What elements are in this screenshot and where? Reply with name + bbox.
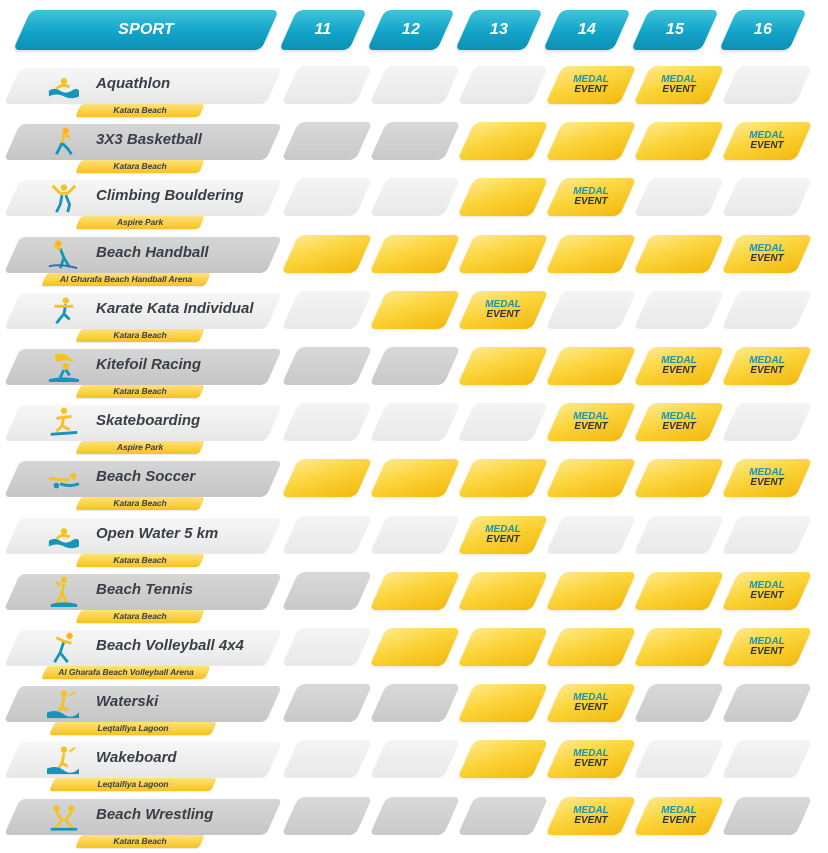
day-header-15: [631, 10, 719, 50]
schedule-cell-empty: [722, 516, 813, 554]
medal-event-label: [730, 468, 804, 488]
medal-label: MEDAL: [749, 636, 785, 647]
open-water-icon: [46, 520, 80, 552]
beach-tennis-icon: [46, 576, 80, 608]
event-label: EVENT: [574, 758, 608, 769]
medal-event-label: [466, 300, 540, 320]
schedule-cell-event: [546, 572, 637, 610]
medal-event-label: [642, 356, 716, 376]
swimming-icon: [46, 70, 80, 102]
schedule-cell-event: [370, 235, 461, 273]
schedule-cell-medal-event: [722, 459, 813, 497]
schedule-cell-empty: [546, 516, 637, 554]
medal-label: MEDAL: [749, 467, 785, 478]
event-label: EVENT: [574, 421, 608, 432]
schedule-cell-event: [370, 572, 461, 610]
schedule-cell-medal-event: [458, 516, 549, 554]
schedule-cell-medal-event: [634, 66, 725, 104]
sport-name: Climbing Bouldering: [96, 187, 244, 204]
sport-column-header: [13, 10, 279, 50]
day-header-label: 14: [577, 21, 597, 38]
day-header-13: [455, 10, 543, 50]
schedule-cell-empty: [282, 403, 373, 441]
sport-row: [0, 66, 280, 120]
sport-row: [0, 459, 280, 513]
venue-label: [75, 104, 205, 117]
event-label: EVENT: [750, 646, 784, 657]
medal-event-label: [730, 244, 804, 264]
venue-name: Katara Beach: [113, 386, 167, 396]
schedule-cell-empty: [282, 347, 373, 385]
sport-column-label: SPORT: [118, 21, 174, 38]
schedule-cell-event: [282, 459, 373, 497]
venue-name: Katara Beach: [113, 836, 167, 846]
venue-label: [49, 722, 217, 735]
day-header-16: [719, 10, 807, 50]
schedule-cell-empty: [634, 516, 725, 554]
medal-label: MEDAL: [749, 243, 785, 254]
schedule-cell-event: [282, 235, 373, 273]
sport-name: Beach Soccer: [96, 468, 196, 485]
beach-soccer-icon: [46, 463, 80, 495]
sport-name: Aquathlon: [96, 75, 171, 92]
schedule-cell-medal-event: [546, 178, 637, 216]
basketball-icon: [46, 126, 80, 158]
schedule-cell-event: [370, 291, 461, 329]
schedule-cell-medal-event: [546, 797, 637, 835]
wakeboard-icon: [46, 744, 80, 776]
event-label: EVENT: [662, 815, 696, 826]
schedule-cell-empty: [370, 66, 461, 104]
medal-label: MEDAL: [573, 748, 609, 759]
day-header-label: 12: [401, 21, 421, 38]
medal-event-label: [554, 187, 628, 207]
schedule-cell-empty: [282, 122, 373, 160]
medal-event-label: [730, 637, 804, 657]
schedule-cell-empty: [370, 178, 461, 216]
schedule-cell-empty: [282, 628, 373, 666]
schedule-cell-empty: [458, 797, 549, 835]
sport-name: Karate Kata Individual: [96, 300, 254, 317]
schedule-cell-medal-event: [458, 291, 549, 329]
sport-row: [0, 740, 280, 794]
medal-label: MEDAL: [485, 299, 521, 310]
medal-event-label: [554, 806, 628, 826]
venue-name: Katara Beach: [113, 555, 167, 565]
schedule-cell-empty: [634, 178, 725, 216]
venue-label: [75, 497, 205, 510]
venue-name: Leqtaifiya Lagoon: [97, 779, 169, 789]
medal-event-label: [730, 581, 804, 601]
venue-name: Aspire Park: [116, 442, 164, 452]
schedule-cell-medal-event: [546, 684, 637, 722]
schedule-cell-empty: [282, 684, 373, 722]
schedule-cell-empty: [370, 740, 461, 778]
schedule-cell-empty: [370, 516, 461, 554]
schedule-cell-empty: [282, 516, 373, 554]
medal-event-label: [466, 525, 540, 545]
medal-event-label: [642, 806, 716, 826]
event-label: EVENT: [574, 196, 608, 207]
schedule-cell-event: [458, 684, 549, 722]
sport-row: [0, 628, 280, 682]
venue-name: Leqtaifiya Lagoon: [97, 723, 169, 733]
sport-name: Open Water 5 km: [96, 525, 219, 542]
medal-event-label: [554, 749, 628, 769]
venue-label: [75, 610, 205, 623]
sport-row: [0, 347, 280, 401]
sport-row: [0, 291, 280, 345]
sport-row: [0, 797, 280, 851]
schedule-cell-event: [634, 459, 725, 497]
schedule-cell-event: [458, 628, 549, 666]
schedule-cell-medal-event: [634, 347, 725, 385]
medal-label: MEDAL: [485, 524, 521, 535]
venue-label: [75, 385, 205, 398]
schedule-cell-event: [634, 235, 725, 273]
schedule-cell-event: [458, 235, 549, 273]
schedule-cell-empty: [722, 178, 813, 216]
sport-name: Beach Handball: [96, 244, 209, 261]
climbing-icon: [46, 182, 80, 214]
event-label: EVENT: [750, 477, 784, 488]
schedule-cell-event: [458, 178, 549, 216]
venue-name: Katara Beach: [113, 611, 167, 621]
schedule-cell-empty: [722, 66, 813, 104]
karate-icon: [46, 295, 80, 327]
schedule-cell-empty: [722, 684, 813, 722]
schedule-cell-event: [458, 572, 549, 610]
schedule-cell-event: [546, 122, 637, 160]
event-label: EVENT: [486, 534, 520, 545]
schedule-cell-empty: [634, 684, 725, 722]
schedule-cell-medal-event: [546, 66, 637, 104]
medal-label: MEDAL: [573, 411, 609, 422]
sport-name: Waterski: [96, 693, 159, 710]
schedule-cell-medal-event: [634, 797, 725, 835]
schedule-cell-empty: [634, 291, 725, 329]
medal-label: MEDAL: [661, 74, 697, 85]
schedule-cell-empty: [370, 684, 461, 722]
sport-name: Skateboarding: [96, 412, 201, 429]
venue-label: [75, 441, 205, 454]
schedule-cell-empty: [370, 797, 461, 835]
day-header-label: 11: [314, 21, 332, 38]
schedule-cell-empty: [546, 291, 637, 329]
sport-name: Wakeboard: [96, 749, 177, 766]
schedule-cell-medal-event: [546, 740, 637, 778]
day-header-label: 16: [753, 21, 773, 38]
schedule-cell-event: [634, 572, 725, 610]
venue-name: Al Gharafa Beach Handball Arena: [59, 274, 193, 284]
schedule-cell-medal-event: [722, 235, 813, 273]
schedule-cell-event: [546, 347, 637, 385]
day-header-12: [367, 10, 455, 50]
schedule-cell-event: [458, 122, 549, 160]
medal-event-label: [730, 131, 804, 151]
venue-label: [49, 778, 217, 791]
event-label: EVENT: [662, 421, 696, 432]
venue-label: [75, 160, 205, 173]
schedule-cell-event: [458, 740, 549, 778]
medal-label: MEDAL: [573, 805, 609, 816]
sport-name: Kitefoil Racing: [96, 356, 202, 373]
schedule-cell-event: [634, 122, 725, 160]
medal-event-label: [642, 412, 716, 432]
medal-event-label: [554, 75, 628, 95]
venue-name: Katara Beach: [113, 330, 167, 340]
medal-label: MEDAL: [573, 186, 609, 197]
schedule-cell-empty: [722, 403, 813, 441]
medal-label: MEDAL: [573, 692, 609, 703]
sport-row: [0, 684, 280, 738]
venue-label: [75, 835, 205, 848]
medal-label: MEDAL: [573, 74, 609, 85]
venue-name: Katara Beach: [113, 498, 167, 508]
venue-label: [75, 216, 205, 229]
sport-name: Beach Volleyball 4x4: [96, 637, 244, 654]
schedule-cell-event: [458, 347, 549, 385]
schedule-cell-event: [458, 459, 549, 497]
schedule-cell-event: [546, 628, 637, 666]
venue-name: Katara Beach: [113, 105, 167, 115]
event-label: EVENT: [750, 590, 784, 601]
schedule-cell-empty: [458, 403, 549, 441]
medal-label: MEDAL: [661, 355, 697, 366]
sport-name: Beach Tennis: [96, 581, 193, 598]
sport-name: Beach Wrestling: [96, 806, 214, 823]
schedule-cell-empty: [282, 740, 373, 778]
medal-label: MEDAL: [749, 130, 785, 141]
schedule-cell-empty: [370, 122, 461, 160]
schedule-cell-event: [370, 628, 461, 666]
schedule-cell-medal-event: [722, 347, 813, 385]
schedule-cell-empty: [282, 66, 373, 104]
event-label: EVENT: [750, 365, 784, 376]
schedule-cell-medal-event: [546, 403, 637, 441]
venue-name: Al Gharafa Beach Volleyball Arena: [58, 667, 194, 677]
medal-event-label: [730, 356, 804, 376]
medal-label: MEDAL: [661, 411, 697, 422]
schedule-cell-empty: [282, 797, 373, 835]
kitefoil-icon: [46, 351, 80, 383]
sport-name: 3X3 Basketball: [96, 131, 202, 148]
sport-row: [0, 572, 280, 626]
medal-label: MEDAL: [749, 355, 785, 366]
schedule-cell-empty: [282, 572, 373, 610]
schedule-cell-event: [546, 459, 637, 497]
schedule-cell-empty: [634, 740, 725, 778]
schedule-cell-medal-event: [634, 403, 725, 441]
schedule-cell-empty: [722, 797, 813, 835]
medal-event-label: [554, 412, 628, 432]
schedule-cell-medal-event: [722, 628, 813, 666]
event-label: EVENT: [750, 253, 784, 264]
schedule-cell-empty: [370, 403, 461, 441]
venue-name: Katara Beach: [113, 161, 167, 171]
event-label: EVENT: [662, 365, 696, 376]
medal-label: MEDAL: [661, 805, 697, 816]
schedule-cell-empty: [370, 347, 461, 385]
venue-label: [75, 554, 205, 567]
schedule-cell-empty: [282, 178, 373, 216]
sport-row: [0, 122, 280, 176]
event-label: EVENT: [750, 140, 784, 151]
medal-event-label: [642, 75, 716, 95]
venue-label: [75, 329, 205, 342]
day-header-label: 15: [665, 21, 685, 38]
venue-label: [41, 666, 211, 679]
waterski-icon: [46, 688, 80, 720]
schedule-cell-empty: [722, 740, 813, 778]
medal-label: MEDAL: [749, 580, 785, 591]
event-label: EVENT: [574, 702, 608, 713]
schedule-cell-event: [370, 459, 461, 497]
venue-name: Aspire Park: [116, 217, 164, 227]
sport-row: [0, 235, 280, 289]
handball-icon: [46, 239, 80, 271]
event-label: EVENT: [574, 84, 608, 95]
day-header-14: [543, 10, 631, 50]
event-label: EVENT: [486, 309, 520, 320]
schedule-cell-empty: [282, 291, 373, 329]
sport-row: [0, 178, 280, 232]
volleyball-icon: [46, 632, 80, 664]
sport-row: [0, 516, 280, 570]
schedule-cell-event: [546, 235, 637, 273]
medal-event-label: [554, 693, 628, 713]
event-label: EVENT: [662, 84, 696, 95]
skateboarding-icon: [46, 407, 80, 439]
schedule-cell-medal-event: [722, 122, 813, 160]
day-header-11: [279, 10, 367, 50]
sport-row: [0, 403, 280, 457]
venue-label: [41, 273, 211, 286]
event-label: EVENT: [574, 815, 608, 826]
schedule-cell-event: [634, 628, 725, 666]
schedule-cell-medal-event: [722, 572, 813, 610]
wrestling-icon: [46, 801, 80, 833]
schedule-cell-empty: [458, 66, 549, 104]
day-header-label: 13: [489, 21, 509, 38]
schedule-cell-empty: [722, 291, 813, 329]
